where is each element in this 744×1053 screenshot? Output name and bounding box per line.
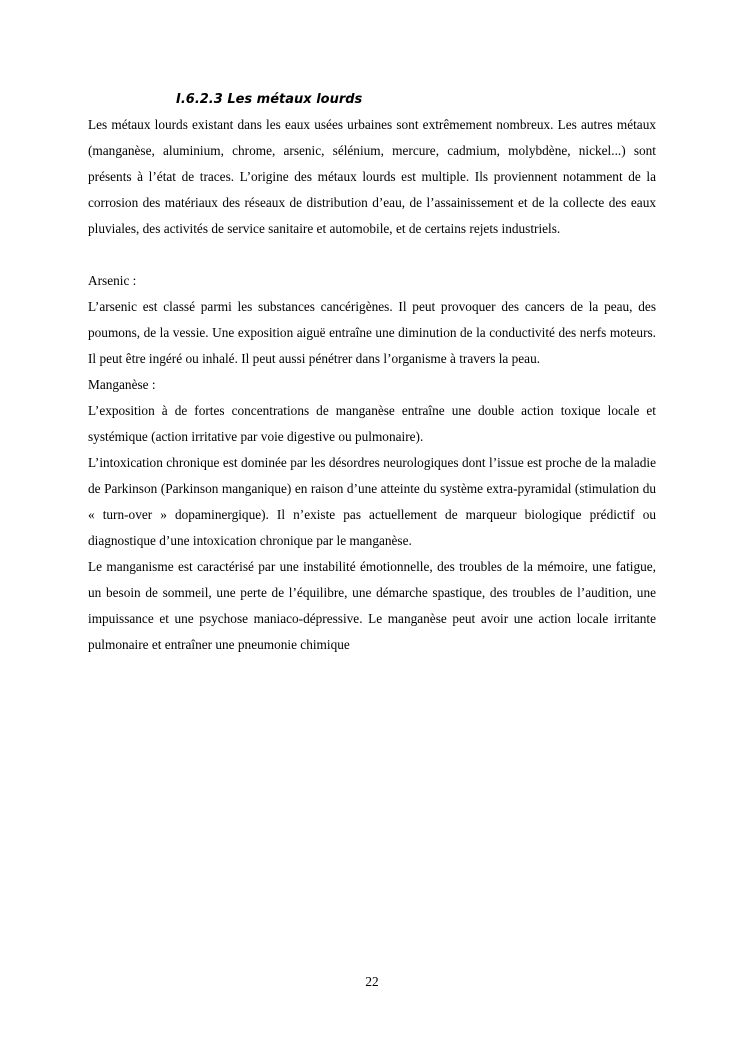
document-page — [88, 88, 656, 658]
manganese-paragraph-2: L’intoxication chronique est dominée par les désordres neurologiques dont l’issue est proche de la maladie de Parkinson (Parkinson manganique) en raison d’une atteinte du système extra-pyramidal (stimulation du « turn-over » dopaminergique). Il n’existe pas actuellement de marqueur biologique prédictif ou diagnostique d’une intoxication chronique par le manganèse. — [88, 455, 656, 548]
manganese-label: Manganèse : — [88, 377, 156, 392]
intro-paragraph: Les métaux lourds existant dans les eaux usées urbaines sont extrêmement nombreux. Les autres métaux (manganèse, aluminium, chrome, arsenic, sélénium, mercure, cadmium, molybdène, nickel...) sont présents à l’état de traces. L’origine des métaux lourds est multiple. Ils proviennent notamment de la corrosion des matériaux des réseaux de distribution d’eau, de l’assainissement et de la collecte des eaux pluviales, des activités de service sanitaire et automobile, et de certains rejets industriels. — [88, 117, 656, 236]
arsenic-paragraph: L’arsenic est classé parmi les substances cancérigènes. Il peut provoquer des cancers de la peau, des poumons, de la vessie. Une exposition aiguë entraîne une diminution de la conductivité des nerfs moteurs. Il peut être ingéré ou inhalé. Il peut aussi pénétrer dans l’organisme à travers la peau. — [88, 299, 656, 366]
section-heading: I.6.2.3 Les métaux lourds — [176, 92, 363, 107]
page-number: 22 — [365, 974, 379, 989]
manganese-paragraph-1: L’exposition à de fortes concentrations de manganèse entraîne une double action toxique locale et systémique (action irritative par voie digestive ou pulmonaire). — [88, 403, 656, 444]
manganese-paragraph-3: Le manganisme est caractérisé par une instabilité émotionnelle, des troubles de la mémoire, une fatigue, un besoin de sommeil, une perte de l’équilibre, une démarche spastique, des troubles de l’audition, une impuissance et une psychose maniaco-dépressive. Le manganèse peut avoir une action locale irritante pulmonaire et entraîner une pneumonie chimique — [88, 559, 656, 652]
paragraph-gap — [88, 242, 656, 268]
arsenic-label: Arsenic : — [88, 273, 137, 288]
